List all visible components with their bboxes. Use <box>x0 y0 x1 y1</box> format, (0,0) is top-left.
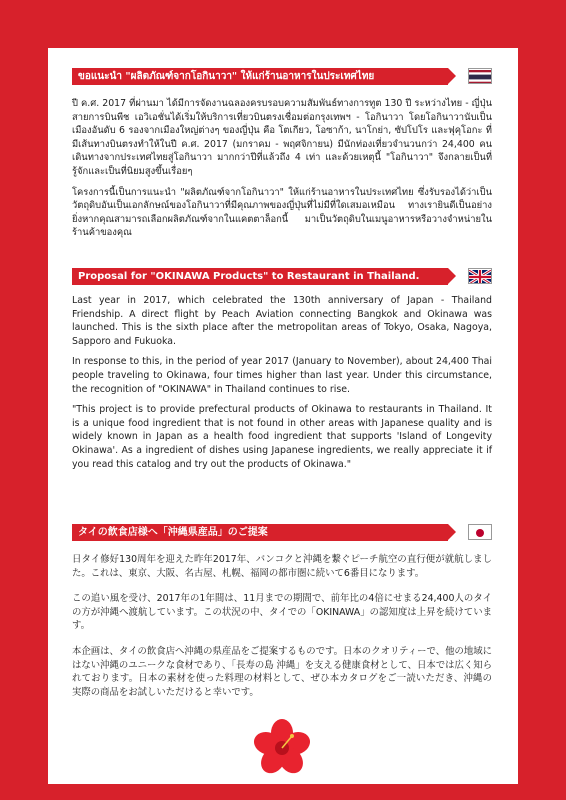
english-section <box>72 268 492 471</box>
english-paragraph-2: In response to this, in the period of year 2017 (January to November), about 24,400 Thai people traveling to Okinawa, four times higher than last year. Under this circumstance, the recognition of "OKINAWA" in Thailand continues to rise. <box>72 356 492 395</box>
japan-flag-icon <box>468 524 492 540</box>
english-paragraph-3: "This project is to provide prefectural products of Okinawa to restaurants in Thailand. It is a unique food ingredient that is not found in other areas with Japanese quality and is widely known in Japan as a health food ingredient that supports 'Island of Longevity Okinawa'. As a ingredient of dishes using Japanese ingredients, we really appreciate it if you read this catalog and try out the products of Okinawa." <box>72 404 492 470</box>
japanese-heading: タイの飲食店様へ「沖縄県産品」のご提案 <box>72 524 448 541</box>
japanese-paragraph-2: この追い風を受け、2017年の1年間は、11月までの期間で、前年比の4倍にせまる24,400人のタイの方が沖縄へ渡航しています。この状況の中、タイでの「OKINAWA」の認知度は上昇を続けています。 <box>72 593 492 632</box>
japanese-paragraph-1: 日タイ修好130周年を迎えた昨年2017年、バンコクと沖縄を繋ぐピーチ航空の直行便が就航しました。これは、東京、大阪、名古屋、札幌、福岡の都市圏に続いて6番目になります。 <box>72 554 492 579</box>
thai-section <box>72 68 492 240</box>
english-paragraph-1: Last year in 2017, which celebrated the 130th anniversary of Japan - Thailand Friendship. A direct flight by Peach Aviation connecting Bangkok and Okinawa was launched. This is the sixth place after the metropolitan areas of Tokyo, Osaka, Nagoya, Sapporo and Fukuoka. <box>72 295 492 347</box>
thai-heading: ขอแนะนำ "ผลิตภัณฑ์จากโอกินาวา" ให้แก่ร้านอาหารในประเทศไทย <box>72 68 448 85</box>
hibiscus-icon <box>252 718 312 778</box>
english-heading: Proposal for "OKINAWA Products" to Restaurant in Thailand. <box>72 268 448 285</box>
thai-paragraph-2: โครงการนี้เป็นการแนะนำ "ผลิตภัณฑ์จากโอกินาวา" ให้แก่ร้านอาหารในประเทศไทย ซึ่งรับรองได้ว่าเป็นวัตถุดิบอันเป็นเอกลักษณ์ของโอกินาวาที่มีคุณภาพของญี่ปุ่นที่ไม่มีที่ใดเสมอเหมือน ทางเรายินดีเป็นอย่างยิ่งหากคุณสามารถเลือกผลิตภัณฑ์จากในแคตตาล็อกนี้ มาเป็นวัตถุดิบในเมนูอาหารหรือวางจำหน่ายในร้านค้าของคุณ <box>72 186 492 239</box>
thailand-flag-icon <box>468 68 492 84</box>
uk-flag-icon <box>468 268 492 284</box>
japanese-paragraph-3: 本企画は、タイの飲食店へ沖縄の県産品をご提案するものです。日本のクオリティーで、他の地域にはない沖縄のユニークな食材であり、「長寿の島 沖縄」を支える健康食材として、日本では広く知られております。日本の素材を使った料理の材料として、ぜひ本カタログをご一読いただき、沖縄の実際の商品をお試しいただけると幸いです。 <box>72 645 492 698</box>
thai-paragraph-1: ปี ค.ศ. 2017 ที่ผ่านมา ได้มีการจัดงานฉลองครบรอบความสัมพันธ์ทางการทูต 130 ปี ระหว่างไทย - ญี่ปุ่น สายการบินพีช เอวิเอชั่นได้เริ่มให้บริการเที่ยวบินตรงเชื่อมต่อกรุงเทพฯ - โอกินาวา โดยโอกินาวานับเป็นเมืองอันดับ 6 รองจากเมืองใหญ่ต่างๆ ของญี่ปุ่น คือ โตเกียว, โอซาก้า, นาโกย่า, ซัปโปโร และฟุคุโอกะ ที่มีเส้นทางบินตรงทำให้ในปี ค.ศ. 2017 (มกราคม - พฤศจิกายน) มีนักท่องเที่ยวจำนวนกว่า 24,400 คน เดินทางจากประเทศไทยสู่โอกินาวา มากกว่าปีที่แล้วถึง 4 เท่า และด้วยเหตุนี้ "โอกินาวา" จึงกลายเป็นที่รู้จักและเป็นที่นิยมสูงขึ้นเรื่อยๆ <box>72 98 492 177</box>
japanese-section <box>72 524 492 699</box>
